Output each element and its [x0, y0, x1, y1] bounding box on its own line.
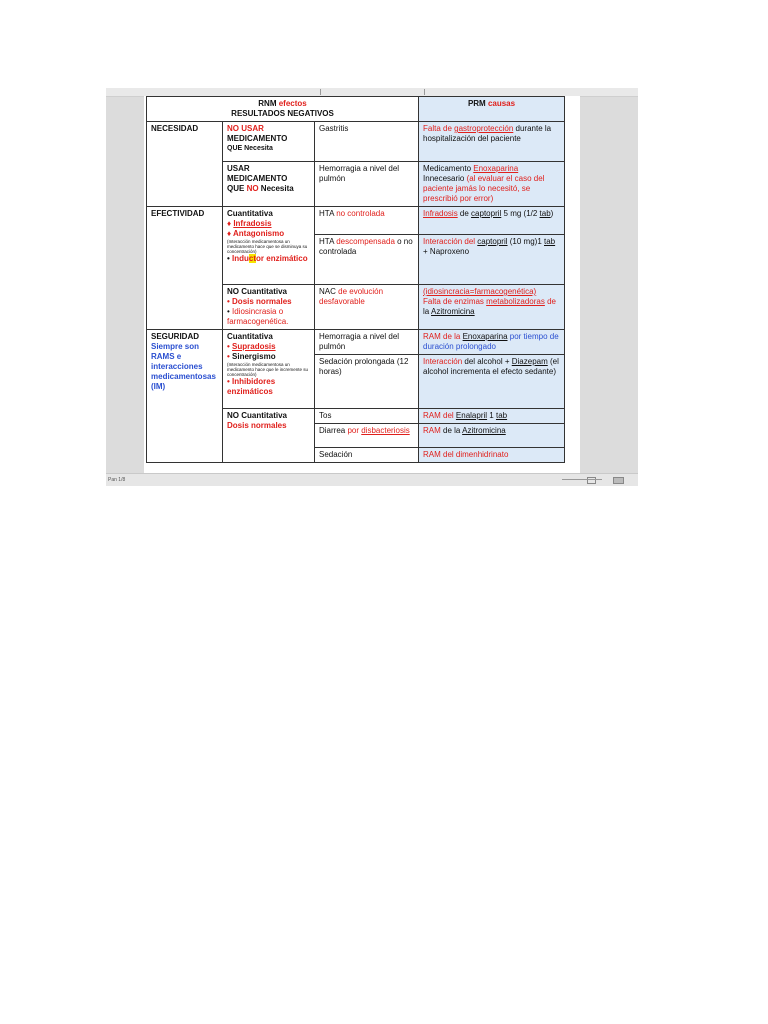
seguridad-nocuant-r3b: Sedación [315, 448, 419, 463]
efectividad-nocuant-c [419, 285, 565, 330]
cell-text: de evolución desfavorable [319, 287, 384, 306]
cell-text: Idiosincrasia o farmacogenética. [227, 307, 289, 326]
necesidad-r2-b: Hemorragia a nivel del pulmón [315, 162, 419, 207]
cell-text: la [423, 307, 432, 316]
cell-text: tab [495, 411, 508, 420]
rnm-header-a: RNM [258, 99, 279, 108]
cell-text: Inhibidores enzimáticos [227, 377, 276, 396]
cell-text: NO Cuantitativa [227, 411, 288, 420]
cell-text: NO USAR [227, 124, 264, 133]
cell-note: (Interacción medicamentosa un medicamento hace que le incremente su concentración) [227, 362, 309, 377]
cell-text: Falta de [423, 124, 455, 133]
cell-text: metabolizadoras [486, 297, 545, 306]
table-row [147, 207, 565, 235]
cell-text: Sinergismo [232, 352, 276, 361]
cell-text: MEDICAMENTO [227, 174, 288, 183]
cell-text: captopril [477, 237, 508, 246]
cell-text: Enalapril [455, 411, 488, 420]
embedded-screenshot [106, 88, 638, 486]
cell-text: NAC [319, 287, 339, 296]
cell-text: de [457, 209, 472, 218]
cell-text: RAM del [423, 411, 456, 420]
cell-text: Cuantitativa [227, 209, 273, 218]
cell-text: por [347, 426, 362, 435]
cell-text: Enoxaparina [462, 332, 508, 341]
cell-text: HTA [319, 237, 337, 246]
table-row [147, 122, 565, 162]
seguridad-nocuant-r3c: RAM del dimenhidrinato [419, 448, 565, 463]
seguridad-label-cell [147, 330, 223, 463]
cell-text: Infradosis [423, 209, 458, 218]
cell-text: Necesita [258, 184, 294, 193]
cell-text: QUE Necesita [227, 145, 273, 152]
rnm-header-b: efectos [278, 99, 307, 108]
cell-text: o no controlada [319, 237, 413, 256]
cell-note: (Interacción medicamentosa un medicamento hace que se disminuya su concentración) [227, 239, 308, 254]
cell-text: Azitromicina [462, 426, 506, 435]
seguridad-nocuant-r1b: Tos [315, 409, 419, 424]
table-row [147, 330, 565, 355]
cell-text: Infradosis [233, 219, 272, 228]
cell-text: QUE [227, 184, 247, 193]
seguridad-sub: Siempre son RAMS e interacciones medicamentosas (IM) [151, 342, 216, 391]
cell-text: Dosis normales [232, 297, 292, 306]
cell-text: (idiosincracia=farmacogenética) [423, 287, 537, 296]
efectividad-cuant: Cuantitativa ♦ Infradosis ♦ Antagonismo (Interacción medicamentosa un medicamento hace que se disminuya su concentración) • Inductor enzimático [223, 207, 315, 285]
zoom-icon[interactable] [613, 477, 624, 484]
cell-text: de la [440, 426, 463, 435]
cell-text: HTA [319, 209, 337, 218]
cell-text: USAR [227, 164, 250, 173]
cell-text: + Naproxeno [423, 247, 470, 256]
prm-header [419, 97, 565, 122]
cell-text: Cuantitativa [227, 332, 273, 341]
zoom-slider[interactable] [562, 479, 602, 480]
cell-text: Enoxaparina [473, 164, 519, 173]
cell-text: ct [248, 254, 257, 263]
cell-text: ) [550, 209, 554, 218]
cell-text: disbacteriosis [361, 426, 410, 435]
document-page [144, 96, 580, 474]
cell-text: descompensada [336, 237, 395, 246]
prm-header-a: PRM [467, 99, 488, 108]
rnm-header-sub: RESULTADOS NEGATIVOS [231, 109, 334, 118]
efectividad-nocuant-b [315, 285, 419, 330]
cell-text: NO Cuantitativa [227, 287, 288, 296]
cell-text: del alcohol + [462, 357, 512, 366]
cell-text: tab [544, 237, 556, 246]
rnm-prm-table [146, 96, 565, 463]
cell-text: Supradosis [232, 342, 276, 351]
cell-text: Indu [232, 254, 249, 263]
cell-text: Antagonismo [233, 229, 285, 238]
necesidad-label: NECESIDAD [147, 122, 223, 207]
seguridad-b2: Sedación prolongada (12 horas) [315, 355, 419, 409]
cell-text: Interacción del [423, 237, 478, 246]
necesidad-r1-b: Gastritis [315, 122, 419, 162]
cell-text: RAM de la [423, 332, 463, 341]
cell-text: no controlada [336, 209, 385, 218]
cell-text: por tiempo de duración prolongado [423, 332, 559, 351]
efectividad-label: EFECTIVIDAD [147, 207, 223, 330]
cell-text: de [544, 297, 556, 306]
necesidad-r2-c [419, 162, 565, 207]
cell-text: Interacción [423, 357, 463, 366]
efectividad-c1 [419, 207, 565, 235]
header-row [147, 97, 565, 122]
cell-text: or enzimático [256, 254, 308, 263]
efectividad-b2 [315, 235, 419, 285]
ruler-tick [320, 89, 321, 95]
cell-text: Diazepam [511, 357, 548, 366]
cell-text: 5 mg (1/2 [501, 209, 540, 218]
cell-text: captopril [471, 209, 502, 218]
seguridad-nocuant-r1c [419, 409, 565, 424]
rnm-header [147, 97, 419, 122]
cell-text: Dosis normales [227, 421, 287, 430]
cell-text: (el alcohol incrementa el efecto sedante) [423, 357, 559, 376]
status-text: Pan 1/8 [108, 477, 126, 483]
necesidad-r1-a [223, 122, 315, 162]
ruler-tick [424, 89, 425, 95]
necesidad-r2-a [223, 162, 315, 207]
prm-header-b: causas [487, 99, 516, 108]
seguridad-nocuant [223, 409, 315, 463]
cell-text: NO [246, 184, 259, 193]
seguridad-b1: Hemorragia a nivel del pulmón [315, 330, 419, 355]
cell-text: (10 mg)1 [507, 237, 544, 246]
efectividad-c2 [419, 235, 565, 285]
status-bar [106, 473, 638, 486]
efectividad-b1 [315, 207, 419, 235]
cell-text: Innecesario [423, 174, 467, 183]
cell-text: Medicamento [423, 164, 474, 173]
seguridad-c2 [419, 355, 565, 409]
cell-text: Azitromicina [431, 307, 475, 316]
seguridad-label: SEGURIDAD [151, 332, 200, 341]
seguridad-c1 [419, 330, 565, 355]
cell-text: Diarrea [319, 426, 348, 435]
cell-text: Falta de enzimas [423, 297, 487, 306]
efectividad-nocuant: NO Cuantitativa • Dosis normales • Idiosincrasia o farmacogenética. [223, 285, 315, 330]
seguridad-cuant: Cuantitativa • Supradosis • Sinergismo (Interacción medicamentosa un medicamento hace que le incremente su concentración) • Inhibidores enzimáticos [223, 330, 315, 409]
cell-text: tab [539, 209, 551, 218]
necesidad-r1-c [419, 122, 565, 162]
cell-text: (al evaluar el caso del paciente jamás lo necesitó, se prescribió por error) [423, 174, 545, 203]
cell-text: gastroprotección [454, 124, 514, 133]
cell-text: 1 [487, 411, 496, 420]
seguridad-nocuant-r2c [419, 424, 565, 448]
cell-text: durante la hospitalización del paciente [423, 124, 552, 143]
seguridad-nocuant-r2b [315, 424, 419, 448]
cell-text: MEDICAMENTO [227, 134, 288, 143]
cell-text: RAM [423, 426, 441, 435]
